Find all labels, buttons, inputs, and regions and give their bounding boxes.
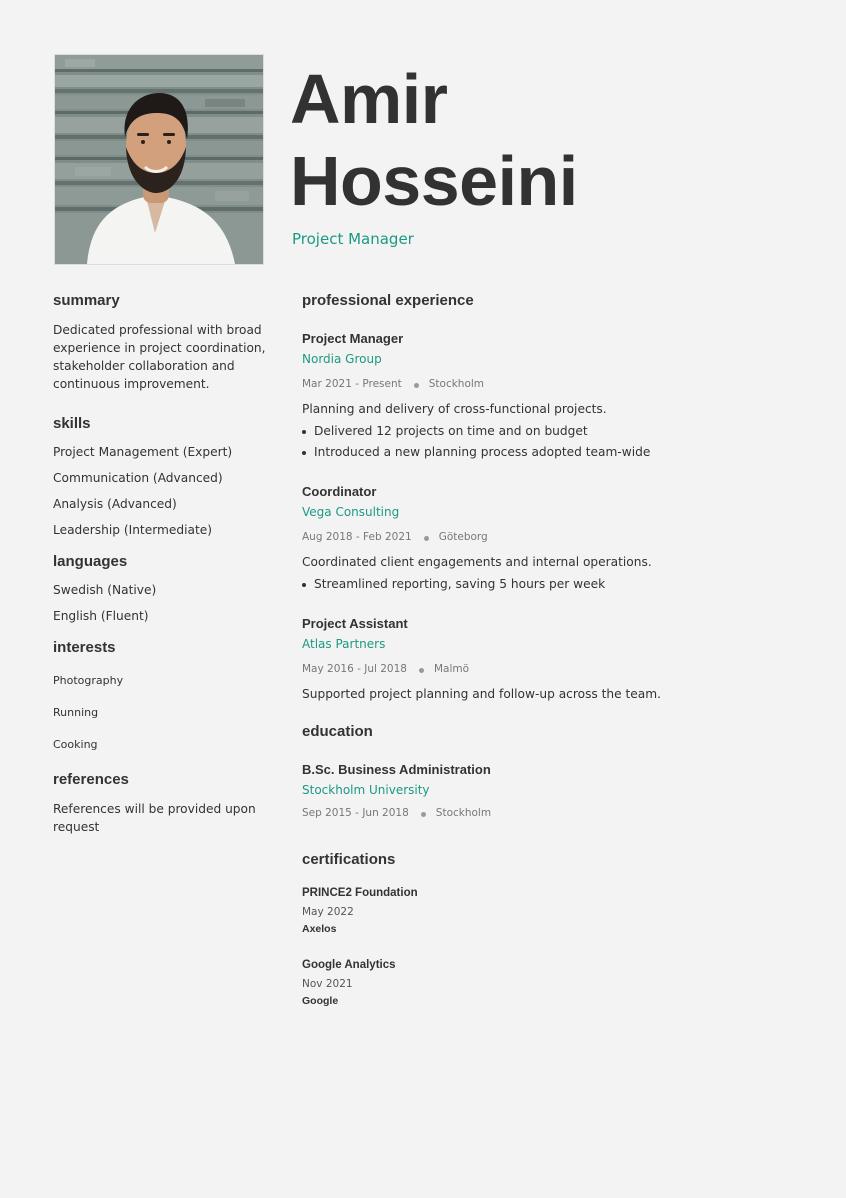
job-entry [302,615,802,702]
job-location: Stockholm [428,378,485,390]
separator-dot [421,812,426,817]
certification-name: PRINCE2 Foundation [302,887,418,899]
education-location: Stockholm [435,807,492,819]
certification-issuer: Google [302,995,339,1007]
interests-list [53,674,268,752]
profile-photo [54,54,264,265]
right-column [302,291,802,1030]
job-company: Nordia Group [302,352,382,366]
job-location: Göteborg [438,531,488,543]
separator-dot [424,536,429,541]
skill-item: Analysis (Advanced) [53,497,177,511]
skill-item: Communication (Advanced) [53,471,223,485]
certification-entry [302,886,802,936]
experience-heading: professional experience [302,292,474,309]
interests-section [53,638,268,752]
skills-heading: skills [53,415,91,432]
education-section [302,722,802,820]
left-column [53,291,268,857]
job-entry [302,330,802,463]
certification-date: May 2022 [302,906,354,918]
job-role: Project Assistant [302,616,408,631]
references-text: References will be provided upon request [53,802,256,834]
job-meta [302,662,802,676]
job-dates: Aug 2018 - Feb 2021 [302,531,412,543]
job-company: Atlas Partners [302,637,386,651]
references-section [53,770,268,836]
job-bullets [302,421,802,463]
separator-dot [414,383,419,388]
job-dates: May 2016 - Jul 2018 [302,663,407,675]
language-item: English (Fluent) [53,609,149,623]
certification-date: Nov 2021 [302,978,353,990]
job-bullet: Streamlined reporting, saving 5 hours per week [302,574,802,595]
references-heading: references [53,771,129,788]
job-title: Project Manager [292,230,414,248]
job-description: Supported project planning and follow-up across the team. [302,687,662,701]
education-school: Stockholm University [302,783,430,797]
interest-item: Photography [53,674,124,687]
education-degree: B.Sc. Business Administration [302,762,491,777]
job-role: Coordinator [302,484,377,499]
languages-list [53,582,268,624]
education-heading: education [302,723,373,740]
certification-entry [302,958,802,1008]
certification-name: Google Analytics [302,959,396,971]
certifications-heading: certifications [302,851,396,868]
job-description: Coordinated client engagements and internal operations. [302,555,652,569]
job-meta [302,530,802,544]
job-entry [302,483,802,595]
skill-item: Project Management (Expert) [53,445,233,459]
job-dates: Mar 2021 - Present [302,378,402,390]
skill-item: Leadership (Intermediate) [53,523,212,537]
job-bullet: Introduced a new planning process adopted team-wide [302,442,802,463]
name-block [292,58,812,248]
summary-section [53,291,268,393]
languages-heading: languages [53,553,128,570]
summary-text: Dedicated professional with broad experience in project coordination, stakeholder collaboration and continuous improvement. [53,323,266,391]
last-name: Hosseini [290,142,578,220]
education-dates: Sep 2015 - Jun 2018 [302,807,409,819]
education-meta [302,806,802,820]
job-location: Malmö [433,663,470,675]
certification-issuer: Axelos [302,923,337,935]
languages-section [53,552,268,624]
job-company: Vega Consulting [302,505,400,519]
job-bullet: Delivered 12 projects on time and on budget [302,421,802,442]
certifications-section [302,850,802,1008]
job-bullets [302,574,802,595]
summary-heading: summary [53,292,120,309]
interests-heading: interests [53,639,116,656]
skills-list [53,444,268,538]
language-item: Swedish (Native) [53,583,157,597]
job-description: Planning and delivery of cross-functional projects. [302,402,607,416]
interest-item: Cooking [53,738,98,751]
job-meta [302,377,802,391]
interest-item: Running [53,706,99,719]
skills-section [53,414,268,538]
separator-dot [419,668,424,673]
experience-section [302,291,802,702]
first-name: Amir [290,60,448,138]
job-role: Project Manager [302,331,404,346]
education-entry [302,761,802,820]
